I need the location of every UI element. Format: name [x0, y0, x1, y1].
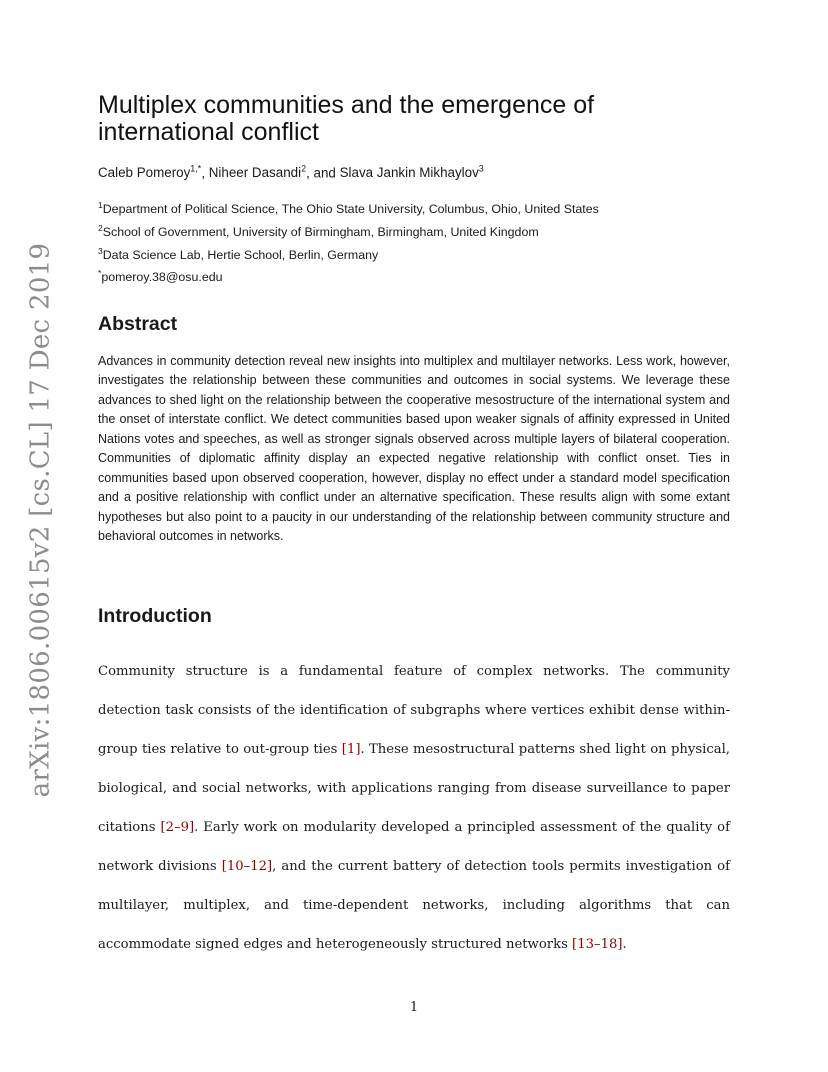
body-text: .	[622, 936, 627, 952]
author-name: Niheer Dasandi	[208, 165, 302, 181]
email-text: pomeroy.38@osu.edu	[101, 270, 223, 285]
author-name: Slava Jankin Mikhaylov	[339, 165, 479, 181]
corresponding-email[interactable]	[98, 264, 730, 287]
author-sup: 1,*	[190, 164, 202, 174]
author	[98, 165, 201, 180]
author-separator: , and	[306, 165, 340, 181]
affiliation-sup: 3	[98, 245, 103, 256]
citation-link[interactable]: [13–18]	[572, 936, 623, 952]
affiliation-text: Data Science Lab, Hertie School, Berlin, Germany	[102, 247, 379, 262]
author-name: Caleb Pomeroy	[98, 165, 191, 181]
citation-link[interactable]: [10–12]	[221, 858, 273, 874]
author	[340, 165, 484, 180]
body-text: . These mesostructural patterns shed light on physical, biological, and social networks, with applications ranging from disease surveillance to paper citations	[98, 741, 730, 835]
affiliation-text: Department of Political Science, The Ohio State University, Columbus, Ohio, United States	[102, 202, 599, 217]
body-text: . Early work on modularity developed a principled assessment of the quality of network divisions	[98, 819, 730, 874]
affiliation	[98, 242, 730, 265]
author-list	[98, 164, 730, 180]
author-separator: ,	[201, 165, 209, 181]
affiliation	[98, 196, 730, 219]
introduction-heading: Introduction	[98, 604, 212, 627]
author-sup: 2	[301, 164, 307, 174]
affiliation-list	[98, 196, 730, 287]
body-text: , and the current battery of detection tools permits investigation of multilayer, multiplex, and time-dependent networks, including algorithms that can accommodate signed edges and heterogeneously structured networks	[98, 858, 730, 952]
paper-title: Multiplex communities and the emergence of international conflict	[98, 91, 595, 146]
affiliation-sup: 1	[98, 200, 103, 211]
citation-link[interactable]: [2–9]	[160, 819, 195, 835]
body-text: Community structure is a fundamental feature of complex networks. The community detection task consists of the identification of subgraphs where vertices exhibit dense within-group ties relative to out-group ties	[98, 663, 730, 757]
introduction-paragraph	[98, 652, 730, 964]
affiliation	[98, 219, 730, 242]
abstract-heading: Abstract	[98, 312, 178, 335]
affiliation-sup: 2	[98, 223, 103, 234]
author-sup: 3	[478, 164, 484, 174]
page-number: 1	[409, 1000, 419, 1015]
affiliation-sup: *	[98, 268, 102, 279]
author	[209, 165, 306, 180]
affiliation-text: School of Government, University of Birmingham, Birmingham, United Kingdom	[102, 225, 539, 240]
arxiv-stamp	[20, 242, 60, 798]
paper-content	[98, 92, 730, 977]
arxiv-stamp-text: arXiv:1806.00615v2 [cs.CL] 17 Dec 2019	[25, 242, 56, 798]
abstract-text: Advances in community detection reveal new insights into multiplex and multilayer networks. Less work, however, investigates the relationship between these communities and outcomes in social systems. We leverage these advances to shed light on the relationship between the cooperative mesostructure of the international system and the onset of interstate conflict. We detect communities based upon weaker signals of affinity expressed in United Nations votes and speeches, as well as stronger signals observed across multiple layers of bilateral cooperation. Communities of diplomatic affinity display an expected negative relationship with conflict onset. Ties in communities based upon observed cooperation, however, display no effect under a standard model specification and a positive relationship with conflict under an alternative specification. These results align with some extant hypotheses but also point to a paucity in our understanding of the relationship between community structure and behavioral outcomes in networks.	[98, 353, 730, 544]
citation-link[interactable]: [1]	[341, 741, 361, 757]
